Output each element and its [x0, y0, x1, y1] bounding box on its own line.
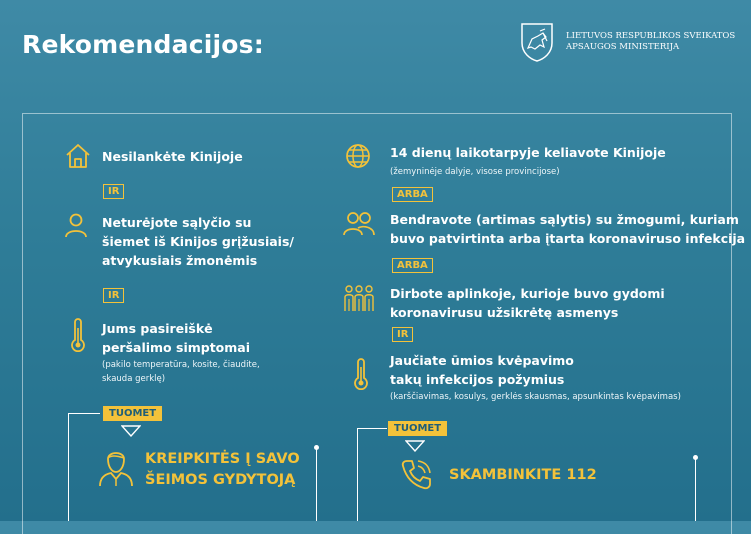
left-or-badge-2: IR: [103, 288, 124, 303]
group-icon: [343, 284, 375, 312]
right-or-badge-1: ARBA: [392, 187, 433, 202]
left-bracket-dot: [314, 445, 319, 450]
arrow-down-icon: [405, 440, 425, 452]
thermometer-icon: [70, 318, 86, 352]
right-bracket-right: [695, 458, 696, 521]
right-item2-line2: buvo patvirtinta arba įtarta koronaviruso infekcija: [390, 231, 746, 246]
right-item3-line1: Dirbote aplinkoje, kurioje buvo gydomi: [390, 286, 665, 301]
right-item1-text: 14 dienų laikotarpyje keliavote Kinijoje: [390, 145, 666, 160]
page-title: Rekomendacijos:: [22, 30, 264, 59]
left-item3-line2: peršalimo simptomai: [102, 340, 251, 355]
left-item1-text: Nesilankėte Kinijoje: [102, 149, 243, 164]
left-action-line2: ŠEIMOS GYDYTOJĄ: [145, 472, 296, 488]
phone-icon: [399, 457, 433, 491]
right-bracket-left: [357, 428, 358, 521]
left-item2-line1: Neturėjote sąlyčio su: [102, 215, 252, 230]
left-item3-sub2: skauda gerklę): [102, 374, 166, 384]
globe-icon: [345, 143, 371, 169]
left-bracket-left: [68, 413, 69, 521]
doctor-icon: [98, 447, 134, 487]
right-or-badge-2: ARBA: [392, 258, 433, 273]
left-item3-line1: Jums pasireiškė: [102, 321, 213, 336]
right-item4-sub: (karščiavimas, kosulys, gerklės skausmas, apsunkintas kvėpavimas): [390, 392, 681, 402]
left-action-line1: KREIPKITĖS Į SAVO: [145, 451, 300, 467]
right-bracket-dot: [693, 455, 698, 460]
crest-icon: [516, 21, 558, 63]
right-item3-line2: koronavirusu užsikrėtę asmenys: [390, 305, 619, 320]
right-item2-line1: Bendravote (artimas sąlytis) su žmogumi, kuriam: [390, 212, 739, 227]
right-action-text: SKAMBINKITE 112: [449, 467, 597, 483]
right-item4-line2: takų infekcijos požymius: [390, 372, 565, 387]
right-then-badge: TUOMET: [388, 421, 447, 436]
people-icon: [343, 210, 375, 236]
person-icon: [64, 212, 88, 238]
right-item4-line1: Jaučiate ūmios kvėpavimo: [390, 353, 574, 368]
left-or-badge-1: IR: [103, 184, 124, 199]
thermometer-icon: [353, 358, 369, 390]
left-bracket-top: [68, 413, 100, 414]
arrow-down-icon: [121, 425, 141, 437]
left-then-badge: TUOMET: [103, 406, 162, 421]
right-item1-sub: (žemyninėje dalyje, visose provincijose): [390, 167, 560, 177]
left-item2-line2: šiemet iš Kinijos grįžusiais/: [102, 234, 294, 249]
ministry-logo: [516, 21, 735, 63]
left-item3-sub1: (pakilo temperatūra, kosite, čiaudite,: [102, 360, 260, 370]
ministry-name-line2: APSAUGOS MINISTERIJA: [566, 42, 680, 52]
house-icon: [65, 143, 91, 169]
ministry-name-line1: LIETUVOS RESPUBLIKOS SVEIKATOS: [566, 31, 736, 41]
left-item2-line3: atvykusiais žmonėmis: [102, 253, 258, 268]
left-bracket-right: [316, 448, 317, 521]
right-bracket-top: [357, 428, 387, 429]
right-or-badge-3: IR: [392, 327, 413, 342]
